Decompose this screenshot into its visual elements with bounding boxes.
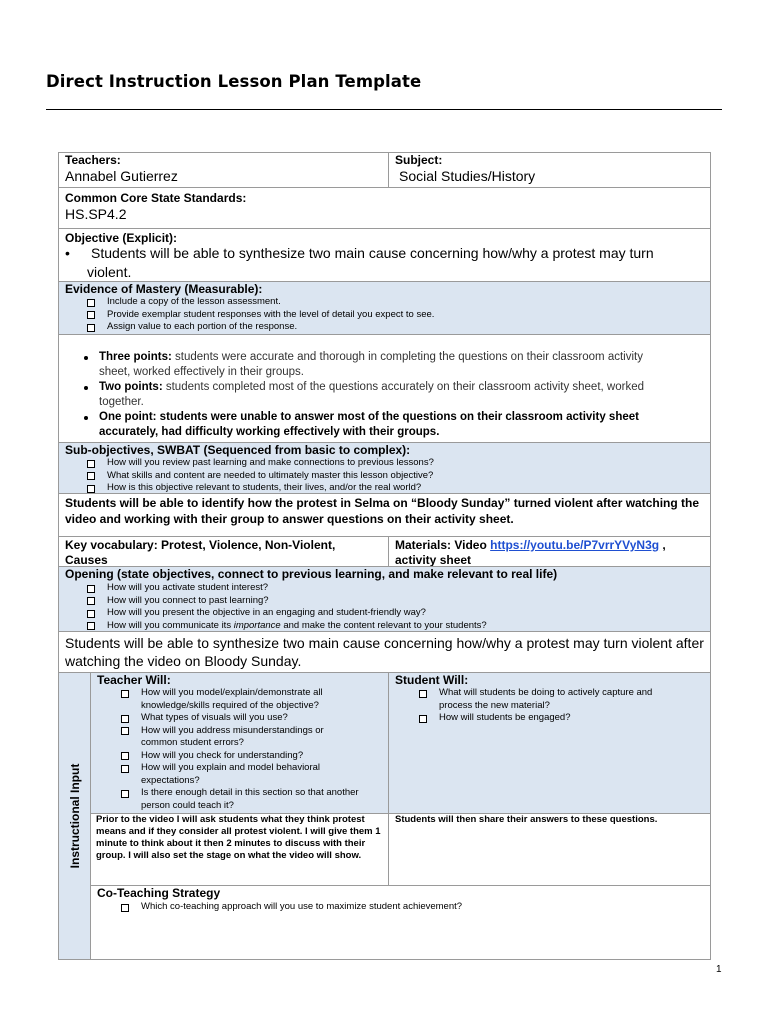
subject-value: Social Studies/History	[399, 168, 536, 184]
teacher-will-item: How will you model/explain/demonstrate all knowledge/skills required of the objective?	[119, 687, 359, 712]
objective-bullet: •	[65, 245, 70, 261]
subobjective-item: How will you review past learning and make connections to previous lessons?	[85, 457, 695, 470]
title-divider	[46, 109, 722, 110]
rubric-list	[71, 350, 656, 440]
teacher-will-item: Is there enough detail in this section so that another person could teach it?	[119, 787, 359, 812]
teacher-will-item: How will you check for understanding?	[119, 750, 359, 763]
teacher-will-label: Teacher Will:	[97, 673, 171, 687]
teacher-will-checklist	[119, 687, 359, 812]
teachers-cell	[58, 152, 389, 188]
instructional-input-label: Instructional Input	[67, 763, 82, 869]
standards-label: Common Core State Standards:	[65, 191, 247, 205]
subject-cell	[388, 152, 711, 188]
mastery-item: Provide exemplar student responses with the level of detail you expect to see.	[85, 309, 695, 322]
student-will-item: How will students be engaged?	[417, 712, 687, 725]
opening-cell	[58, 566, 711, 632]
mastery-cell	[58, 281, 711, 335]
rubric-lead: Two points:	[99, 381, 163, 393]
standards-value: HS.SP4.2	[65, 206, 127, 222]
student-will-label: Student Will:	[395, 673, 469, 687]
teacher-answer: Prior to the video I will ask students what they think protest means and if they consider all protest violent. I will give them 1 minute to think about it then 2 minutes to discuss with their group. I will also set the stage on what the video will show.	[96, 814, 381, 861]
rubric-lead: Three points:	[99, 351, 172, 363]
opening-checklist	[85, 582, 695, 632]
subobjectives-label: Sub-objectives, SWBAT (Sequenced from basic to complex):	[65, 443, 411, 457]
student-answer: Students will then share their answers to these questions.	[395, 814, 658, 825]
coteaching-checklist	[119, 901, 679, 914]
vocab-cell	[58, 536, 389, 567]
teacher-will-cell	[90, 672, 389, 814]
subobjectives-cell	[58, 442, 711, 494]
page-number: 1	[716, 964, 722, 975]
teachers-value: Annabel Gutierrez	[65, 168, 178, 184]
objective-label: Objective (Explicit):	[65, 231, 178, 245]
mastery-label: Evidence of Mastery (Measurable):	[65, 282, 263, 296]
opening-item-emphasis: importance	[233, 619, 281, 631]
opening-answer-cell	[58, 631, 711, 673]
student-will-checklist	[417, 687, 687, 725]
subject-label: Subject:	[395, 153, 443, 167]
opening-item-text: How will you communicate its	[107, 619, 234, 631]
materials-text	[395, 538, 705, 567]
opening-item-text: and make the content relevant to your students?	[280, 619, 487, 631]
objective-text-line1: Students will be able to synthesize two main cause concerning how/why a protest may turn	[91, 245, 654, 261]
rubric-item	[71, 380, 656, 410]
subobjective-item: How is this objective relevant to students, their lives, and/or the real world?	[85, 482, 695, 495]
opening-item: How will you present the objective in an engaging and student-friendly way?	[85, 607, 695, 620]
opening-label: Opening (state objectives, connect to previous learning, and make relevant to real life)	[65, 567, 558, 581]
vocab-text: Key vocabulary: Protest, Violence, Non-Violent, Causes	[65, 538, 336, 567]
instructional-input-sidebar	[58, 672, 91, 960]
mastery-item: Include a copy of the lesson assessment.	[85, 296, 695, 309]
teacher-answer-cell	[90, 813, 389, 886]
subobjectives-answer-cell	[58, 493, 711, 537]
opening-item: How will you connect to past learning?	[85, 595, 695, 608]
student-answer-cell	[388, 813, 711, 886]
teachers-label: Teachers:	[65, 153, 121, 167]
coteaching-item: Which co-teaching approach will you use to maximize student achievement?	[119, 901, 679, 914]
standards-cell	[58, 187, 711, 229]
subobjectives-checklist	[85, 457, 695, 495]
rubric-text: students completed most of the questions accurately on their classroom activity sheet, worked together.	[99, 381, 644, 408]
materials-prefix: Materials: Video	[395, 538, 491, 552]
subobjective-item: What skills and content are needed to ultimately master this lesson objective?	[85, 470, 695, 483]
objective-cell	[58, 228, 711, 282]
rubric-item	[71, 410, 656, 440]
coteaching-label: Co-Teaching Strategy	[97, 886, 221, 900]
teacher-will-item: How will you address misunderstandings or common student errors?	[119, 725, 359, 750]
teacher-will-item: What types of visuals will you use?	[119, 712, 359, 725]
materials-cell	[388, 536, 711, 567]
opening-answer: Students will be able to synthesize two main cause concerning how/why a protest may turn violent after watching the video on Bloody Sunday.	[65, 635, 704, 669]
subobjectives-answer: Students will be able to identify how the protest in Selma on “Bloody Sunday” turned violent after watching the video and working with their group to answer questions on their activity sheet.	[65, 496, 700, 526]
rubric-text: students were accurate and thorough in completing the questions on their classroom activity sheet, worked effectively in their groups.	[99, 351, 643, 378]
student-will-item: What will students be doing to actively capture and process the new material?	[417, 687, 687, 712]
coteaching-cell	[90, 885, 711, 960]
materials-video-link[interactable]: https://youtu.be/P7vrrYVyN3g	[490, 538, 660, 552]
teacher-will-item: How will you explain and model behavioral expectations?	[119, 762, 359, 787]
student-will-cell	[388, 672, 711, 814]
objective-text-line2: violent.	[87, 264, 132, 280]
materials-suffix: , activity sheet	[395, 538, 666, 567]
document-title: Direct Instruction Lesson Plan Template	[46, 72, 422, 91]
rubric-cell	[58, 334, 711, 443]
mastery-item: Assign value to each portion of the response.	[85, 321, 695, 334]
mastery-checklist	[85, 296, 695, 334]
rubric-item	[71, 350, 656, 380]
opening-item: How will you activate student interest?	[85, 582, 695, 595]
rubric-lead: One point: students were unable to answer most of the questions on their classroom activity sheet accurately, had difficulty working effectively with their groups.	[99, 411, 639, 438]
